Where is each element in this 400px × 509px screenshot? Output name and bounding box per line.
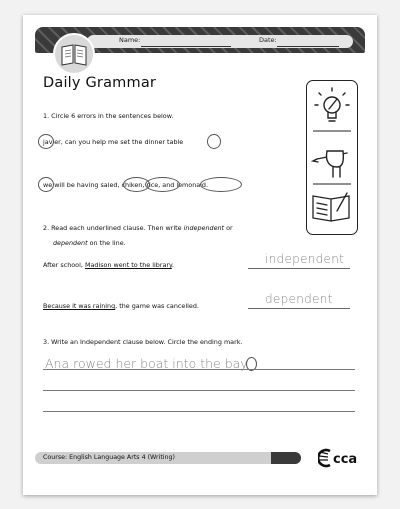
q1-prompt: 1. Circle 6 errors in the sentences below.: [43, 112, 174, 120]
page-title: Daily Grammar: [43, 75, 157, 91]
name-label: Name:: [119, 36, 141, 44]
writing-line: [43, 411, 355, 412]
q2-answer-2[interactable]: dependent: [265, 292, 333, 306]
writing-line: [43, 369, 355, 370]
book-icon: [53, 33, 95, 75]
writing-line: [43, 390, 355, 391]
date-field[interactable]: [277, 46, 339, 47]
q2-sentence-2: Because it was raining, the game was cancelled.: [43, 302, 199, 310]
error-circle: [38, 177, 54, 192]
q2-prompt-line-1: 2. Read each underlined clause. Then write independent or: [43, 224, 233, 232]
error-circle: [200, 177, 242, 192]
q2-answer-1[interactable]: independent: [265, 252, 345, 266]
error-circle: [145, 177, 180, 192]
book-writing-icon: [313, 193, 349, 221]
logo-text: cca: [333, 452, 358, 467]
hand-pencil-icon: [313, 151, 347, 177]
cca-logo: [318, 448, 368, 468]
answer-line: [248, 268, 350, 269]
lightbulb-icon: [315, 88, 349, 121]
q2-sentence-1: After school, Madison went to the library.: [43, 261, 174, 269]
footer-accent: [271, 452, 301, 464]
q1-sentence-1: javier, can you help me set the dinner table: [43, 138, 184, 146]
q2-prompt-line-2: dependent on the line.: [53, 239, 126, 247]
error-circle: [207, 134, 221, 149]
answer-line: [248, 308, 350, 309]
course-label: Course: English Language Arts 4 (Writing): [43, 454, 175, 461]
worksheet-page: [23, 15, 377, 495]
icon-panel: [306, 80, 358, 235]
error-circle: [38, 134, 54, 149]
name-field[interactable]: [141, 46, 231, 47]
date-label: Date:: [259, 36, 277, 44]
q3-prompt: 3. Write an Independent clause below. Circle the ending mark.: [43, 338, 243, 346]
q1-sentence-2: we will be having saled, chiken, rice, and lemonaid.: [43, 181, 209, 189]
q3-answer[interactable]: Ana rowed her boat into the bay: [45, 356, 248, 371]
